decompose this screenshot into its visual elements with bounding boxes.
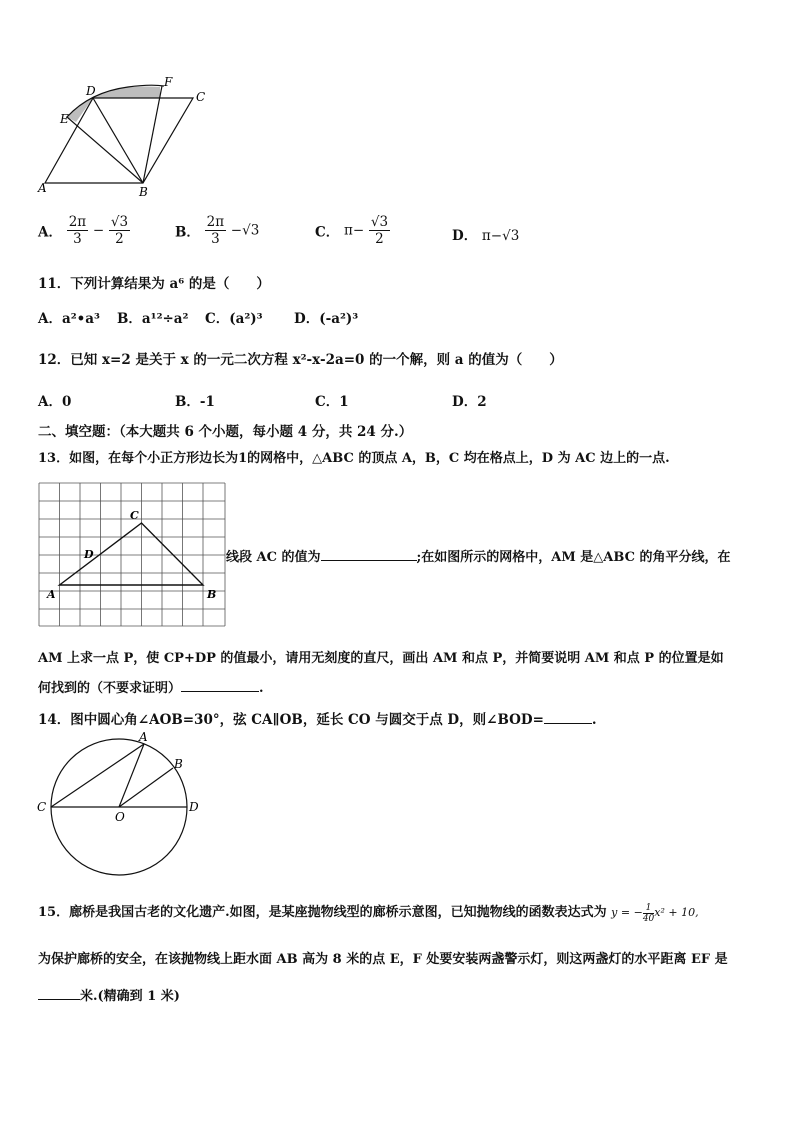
figure-q10-rhombus [30, 74, 220, 200]
segment-fb [143, 86, 162, 183]
grid-label-c: C [130, 509, 139, 522]
figure-q13-grid [38, 482, 226, 627]
q15-formula-tail: x² + 10, [654, 906, 699, 919]
q10-b-num: 2π [206, 214, 225, 230]
q15-line1-text: 15．廊桥是我国古老的文化遗产.如图，是某座抛物线型的廊桥示意图，已知抛物线的函数表达式为 [38, 905, 607, 920]
q12-option-a: A．0 [38, 394, 72, 410]
q13-line4 [38, 677, 264, 696]
q10-option-b [175, 214, 259, 247]
q10-a-den2: 2 [115, 231, 124, 247]
q14-stem-line [38, 708, 597, 728]
chord-ca [51, 744, 144, 807]
q10-option-c-letter: C． [315, 224, 340, 241]
triangle-abc [60, 523, 204, 585]
grid-label-a: A [47, 588, 56, 601]
q10-option-a [38, 214, 130, 247]
q15-line2: 为保护廊桥的安全，在该抛物线上距水面 AB 高为 8 米的点 E，F 处要安装两盏警示灯，则这两盏灯的水平距离 EF 是 [38, 952, 728, 967]
q13-answer-blank-2[interactable] [181, 679, 259, 692]
q15-line3 [38, 985, 180, 1004]
q15-answer-blank[interactable] [38, 987, 80, 1000]
circle-label-c: C [37, 800, 47, 814]
label-e: E [60, 112, 69, 126]
q12-option-c: C．1 [315, 394, 349, 410]
label-c: C [196, 90, 206, 104]
q12-option-b: B．-1 [175, 394, 215, 410]
q10-a-num2: √3 [110, 214, 129, 230]
q10-b-tail: −√3 [230, 222, 260, 239]
grid-lines [39, 483, 225, 626]
grid-label-b: B [207, 588, 217, 601]
q14-answer-blank[interactable] [544, 711, 592, 724]
q13-line4-end: . [259, 681, 264, 696]
grid-label-d: D [84, 548, 94, 561]
q13-line3: AM 上求一点 P，使 CP+DP 的值最小，请用无刻度的直尺，画出 AM 和点 P，并简要说明 AM 和点 P 的位置是如 [38, 651, 724, 666]
q15-formula-den: 40 [642, 913, 655, 924]
q10-c-num: √3 [370, 214, 389, 230]
q15-formula-num: 1 [643, 903, 654, 914]
q14-stem: 14．图中圆心角∠AOB=30°，弦 CA∥OB，延长 CO 与圆交于点 D，则∠BOD= [38, 712, 544, 728]
circle-label-o: O [115, 810, 125, 824]
q12-option-d: D．2 [452, 394, 487, 410]
q10-a-den: 3 [73, 231, 82, 247]
q10-b-den: 3 [211, 231, 220, 247]
rhombus-abcd [45, 98, 193, 183]
q15-formula [611, 902, 699, 924]
label-d: D [86, 84, 96, 98]
q10-a-num: 2π [68, 214, 87, 230]
q11-option-b: B．a¹²÷a² [117, 311, 189, 327]
q10-a-minus: − [92, 222, 105, 239]
section-title: 二、填空题：（本大题共 6 个小题，每小题 4 分，共 24 分.） [38, 424, 413, 440]
q10-c-den: 2 [375, 231, 384, 247]
circle-label-b: B [174, 757, 183, 771]
figure-q14-circle [34, 728, 210, 878]
q10-option-d-letter: D． [452, 228, 478, 244]
label-a: A [38, 181, 47, 195]
q10-d-text: π−√3 [481, 228, 520, 244]
q10-option-a-letter: A． [38, 224, 62, 241]
circle-label-a: A [139, 730, 148, 744]
q14-stem-end: . [591, 712, 597, 728]
q15-line3-end: 米.(精确到 1 米) [80, 989, 180, 1004]
q13-line2-a: 线段 AC 的值为 [226, 550, 321, 565]
q15-line1 [38, 901, 699, 924]
q11-option-a: A．a²•a³ [38, 311, 100, 327]
q11-option-c: C．(a²)³ [205, 311, 263, 327]
shaded-region-e [67, 98, 93, 122]
q10-option-d [452, 224, 519, 244]
q10-c-head: π− [343, 222, 365, 239]
q13-stem: 13．如图，在每个小正方形边长为1的网格中，△ABC 的顶点 A，B，C 均在格点上，D 为 AC 边上的一点. [38, 451, 670, 466]
segment-eb [67, 117, 143, 183]
q13-answer-blank-1[interactable] [321, 548, 417, 561]
q13-line4-text: 何找到的（不要求证明） [38, 681, 182, 696]
q13-line2-b: ;在如图所示的网格中，AM 是△ABC 的角平分线，在 [416, 550, 731, 565]
q13-line2 [226, 546, 731, 565]
q12-stem: 12．已知 x=2 是关于 x 的一元二次方程 x²-x-2a=0 的一个解，则 a 的值为（ ） [38, 352, 563, 368]
q11-stem: 11．下列计算结果为 a⁶ 的是（ ） [38, 276, 270, 292]
label-f: F [164, 75, 173, 89]
circle-label-d: D [189, 800, 199, 814]
q10-option-b-letter: B． [175, 224, 200, 241]
label-b: B [139, 185, 148, 199]
shaded-region-de [93, 86, 160, 98]
q15-formula-head: y = − [611, 906, 643, 919]
q10-option-c [315, 214, 390, 247]
q11-option-d: D．(-a²)³ [294, 311, 359, 327]
segment-db [93, 98, 143, 183]
